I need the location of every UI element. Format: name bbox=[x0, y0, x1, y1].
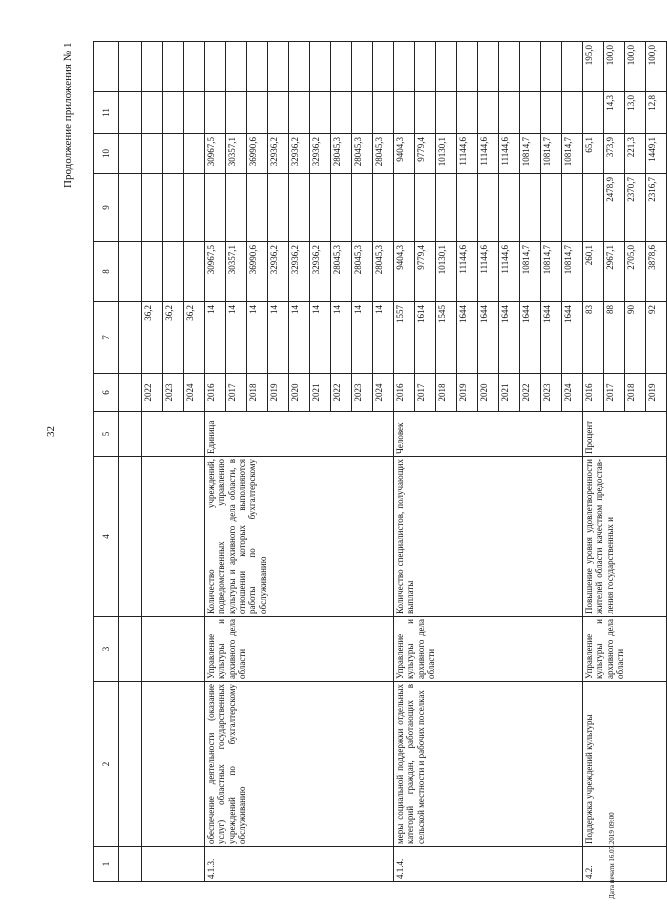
blank-cell bbox=[119, 412, 142, 457]
value-cell-v10 bbox=[478, 92, 499, 134]
value-cell-v8 bbox=[289, 174, 310, 242]
year-cell: 2017 bbox=[604, 374, 625, 412]
column-number-6: 6 bbox=[94, 374, 119, 412]
value-cell-v11 bbox=[415, 42, 436, 92]
value-cell-v11 bbox=[457, 42, 478, 92]
section-executor: Управление культуры и архивного дела области bbox=[583, 617, 667, 682]
print-date: Дата печати 16.07.2019 09:00 bbox=[608, 812, 616, 899]
value-cell-v10 bbox=[226, 92, 247, 134]
continued-indicator-cell bbox=[142, 457, 205, 617]
year-cell: 2024 bbox=[562, 374, 583, 412]
value-cell-v6: 1557 bbox=[394, 302, 415, 374]
value-cell-v8 bbox=[310, 174, 331, 242]
value-cell-v9: 1449,1 bbox=[646, 134, 667, 174]
value-cell-v6: 14 bbox=[247, 302, 268, 374]
value-cell-v8 bbox=[415, 174, 436, 242]
year-cell: 2020 bbox=[478, 374, 499, 412]
value-cell bbox=[163, 42, 184, 92]
year-cell: 2019 bbox=[646, 374, 667, 412]
value-cell-v7: 10130,1 bbox=[436, 242, 457, 302]
year-cell: 2017 bbox=[226, 374, 247, 412]
year-cell: 2022 bbox=[520, 374, 541, 412]
blank-cell bbox=[119, 42, 142, 92]
value-cell-v6: 14 bbox=[268, 302, 289, 374]
value-cell-v9: 28045,3 bbox=[373, 134, 394, 174]
year-cell: 2018 bbox=[625, 374, 646, 412]
value-cell-v6: 83 bbox=[583, 302, 604, 374]
value-cell-v10 bbox=[310, 92, 331, 134]
continued-unit-cell bbox=[142, 412, 205, 457]
value-cell-v10 bbox=[352, 92, 373, 134]
value-cell-v10 bbox=[289, 92, 310, 134]
value-cell-v11 bbox=[436, 42, 457, 92]
value-cell-v9: 11144,6 bbox=[457, 134, 478, 174]
value-cell-v10 bbox=[205, 92, 226, 134]
year-cell: 2017 bbox=[415, 374, 436, 412]
value-cell-v8 bbox=[583, 174, 604, 242]
value-cell-v8 bbox=[373, 174, 394, 242]
section-name: меры социальной поддержки отдельных категорий граждан, работающих в сельской местности и рабочих поселках bbox=[394, 682, 583, 847]
value-cell-v9: 32936,2 bbox=[289, 134, 310, 174]
value-cell-v7: 10814,7 bbox=[520, 242, 541, 302]
value-cell-v9: 28045,3 bbox=[331, 134, 352, 174]
value-cell-v11 bbox=[331, 42, 352, 92]
value-cell-v9: 221,3 bbox=[625, 134, 646, 174]
value-cell-v8 bbox=[352, 174, 373, 242]
value-cell-v9: 32936,2 bbox=[310, 134, 331, 174]
value-cell-v7: 260,1 bbox=[583, 242, 604, 302]
column-number-3: 3 bbox=[94, 617, 119, 682]
column-number-7: 7 bbox=[94, 302, 119, 374]
value-cell-v7: 9404,3 bbox=[394, 242, 415, 302]
value-cell-v8 bbox=[436, 174, 457, 242]
year-cell: 2023 bbox=[541, 374, 562, 412]
value-cell-v6: 14 bbox=[373, 302, 394, 374]
value-cell-v11: 100,0 bbox=[604, 42, 625, 92]
value-cell: 36,2 bbox=[184, 302, 205, 374]
value-cell-v7: 30967,5 bbox=[205, 242, 226, 302]
section-number: 4.1.3. bbox=[205, 847, 394, 882]
value-cell-v6: 14 bbox=[289, 302, 310, 374]
value-cell-v6: 1644 bbox=[520, 302, 541, 374]
value-cell-v10: 12,8 bbox=[646, 92, 667, 134]
value-cell-v8 bbox=[541, 174, 562, 242]
value-cell-v10 bbox=[499, 92, 520, 134]
year-cell: 2016 bbox=[394, 374, 415, 412]
value-cell: 36,2 bbox=[142, 302, 163, 374]
year-cell: 2016 bbox=[583, 374, 604, 412]
section-executor: Управление культуры и архивного дела области bbox=[205, 617, 394, 682]
section-name: обеспечение деятельности (оказание услуг) областных государственных учреждений по бухгалтерскому обслуживанию bbox=[205, 682, 394, 847]
table-row bbox=[205, 42, 226, 882]
value-cell-v7: 28045,3 bbox=[352, 242, 373, 302]
value-cell-v6: 90 bbox=[625, 302, 646, 374]
value-cell-v10 bbox=[541, 92, 562, 134]
value-cell-v6: 1545 bbox=[436, 302, 457, 374]
value-cell-v7: 3878,6 bbox=[646, 242, 667, 302]
value-cell-v9: 9404,3 bbox=[394, 134, 415, 174]
section-indicator: Количество специалистов, получающих выплаты bbox=[394, 457, 583, 617]
value-cell bbox=[184, 134, 205, 174]
value-cell-v11: 100,0 bbox=[646, 42, 667, 92]
continued-num-cell bbox=[142, 847, 205, 882]
column-number-11: 11 bbox=[94, 92, 119, 134]
section-unit: Процент bbox=[583, 412, 667, 457]
value-cell-v9: 10814,7 bbox=[520, 134, 541, 174]
year-cell: 2022 bbox=[142, 374, 163, 412]
table-row bbox=[394, 42, 415, 882]
value-cell-v10 bbox=[457, 92, 478, 134]
value-cell-v6: 1644 bbox=[499, 302, 520, 374]
value-cell-v10 bbox=[247, 92, 268, 134]
value-cell bbox=[184, 174, 205, 242]
blank-row bbox=[119, 42, 142, 882]
value-cell-v11: 195,0 bbox=[583, 42, 604, 92]
value-cell-v7: 10814,7 bbox=[541, 242, 562, 302]
section-indicator: Повышение уровня удовлетворенности жителей области качеством предостав-ления государственных и bbox=[583, 457, 667, 617]
value-cell bbox=[142, 134, 163, 174]
continued-name-cell bbox=[142, 682, 205, 847]
value-cell-v8 bbox=[394, 174, 415, 242]
year-cell: 2019 bbox=[457, 374, 478, 412]
page-number: 32 bbox=[45, 426, 57, 437]
year-cell: 2019 bbox=[268, 374, 289, 412]
table-row bbox=[142, 42, 163, 882]
value-cell-v7: 11144,6 bbox=[499, 242, 520, 302]
value-cell-v10 bbox=[373, 92, 394, 134]
value-cell-v8 bbox=[226, 174, 247, 242]
value-cell bbox=[184, 242, 205, 302]
value-cell-v7: 28045,3 bbox=[373, 242, 394, 302]
value-cell-v11 bbox=[373, 42, 394, 92]
section-number: 4.1.4. bbox=[394, 847, 583, 882]
section-unit: Человек bbox=[394, 412, 583, 457]
value-cell-v9: 10130,1 bbox=[436, 134, 457, 174]
year-cell: 2016 bbox=[205, 374, 226, 412]
table-row bbox=[583, 42, 604, 882]
value-cell-v11 bbox=[520, 42, 541, 92]
year-cell: 2024 bbox=[373, 374, 394, 412]
value-cell-v6: 14 bbox=[331, 302, 352, 374]
value-cell-v10 bbox=[436, 92, 457, 134]
value-cell-v10 bbox=[394, 92, 415, 134]
value-cell-v10 bbox=[268, 92, 289, 134]
value-cell-v7: 32936,2 bbox=[268, 242, 289, 302]
continued-executor-cell bbox=[142, 617, 205, 682]
header-row bbox=[94, 42, 119, 882]
value-cell-v7: 2705,0 bbox=[625, 242, 646, 302]
value-cell-v11: 100,0 bbox=[625, 42, 646, 92]
value-cell-v8 bbox=[268, 174, 289, 242]
value-cell-v11 bbox=[226, 42, 247, 92]
value-cell-v9: 11144,6 bbox=[499, 134, 520, 174]
value-cell-v9: 36990,6 bbox=[247, 134, 268, 174]
value-cell-v8: 2370,7 bbox=[625, 174, 646, 242]
value-cell-v9: 28045,3 bbox=[352, 134, 373, 174]
section-indicator: Количество учреждений, подведомственных управлению культуры и архивного дела области, в отношении которых выполняются работы по бухгалтерскому обслуживанию bbox=[205, 457, 394, 617]
value-cell-v10 bbox=[583, 92, 604, 134]
value-cell-v10 bbox=[520, 92, 541, 134]
value-cell-v7: 9779,4 bbox=[415, 242, 436, 302]
year-cell: 2018 bbox=[247, 374, 268, 412]
value-cell-v7: 10814,7 bbox=[562, 242, 583, 302]
value-cell-v7: 32936,2 bbox=[289, 242, 310, 302]
value-cell-v8 bbox=[331, 174, 352, 242]
value-cell-v11 bbox=[562, 42, 583, 92]
value-cell-v6: 14 bbox=[352, 302, 373, 374]
extra-column-cell bbox=[94, 42, 119, 92]
blank-cell bbox=[119, 134, 142, 174]
value-cell-v6: 1644 bbox=[478, 302, 499, 374]
value-cell-v7: 11144,6 bbox=[478, 242, 499, 302]
value-cell-v7: 32936,2 bbox=[310, 242, 331, 302]
value-cell bbox=[163, 174, 184, 242]
year-cell: 2023 bbox=[163, 374, 184, 412]
value-cell-v6: 92 bbox=[646, 302, 667, 374]
value-cell-v6: 88 bbox=[604, 302, 625, 374]
value-cell-v6: 14 bbox=[205, 302, 226, 374]
value-cell-v9: 65,1 bbox=[583, 134, 604, 174]
value-cell-v11 bbox=[310, 42, 331, 92]
value-cell-v9: 9779,4 bbox=[415, 134, 436, 174]
value-cell-v9: 10814,7 bbox=[562, 134, 583, 174]
column-number-10: 10 bbox=[94, 134, 119, 174]
value-cell bbox=[163, 134, 184, 174]
value-cell bbox=[184, 42, 205, 92]
section-executor: Управление культуры и архивного дела области bbox=[394, 617, 583, 682]
value-cell-v10 bbox=[562, 92, 583, 134]
value-cell-v7: 28045,3 bbox=[331, 242, 352, 302]
blank-cell bbox=[119, 302, 142, 374]
value-cell-v9: 30967,5 bbox=[205, 134, 226, 174]
value-cell-v7: 2967,1 bbox=[604, 242, 625, 302]
value-cell-v11 bbox=[541, 42, 562, 92]
year-cell: 2022 bbox=[331, 374, 352, 412]
column-number-4: 4 bbox=[94, 457, 119, 617]
rotated-table-container bbox=[93, 42, 657, 882]
value-cell-v9: 30357,1 bbox=[226, 134, 247, 174]
value-cell-v6: 1644 bbox=[541, 302, 562, 374]
value-cell-v10: 13,0 bbox=[625, 92, 646, 134]
value-cell-v11 bbox=[247, 42, 268, 92]
value-cell-v8: 2478,9 bbox=[604, 174, 625, 242]
value-cell-v9: 10814,7 bbox=[541, 134, 562, 174]
value-cell-v6: 1614 bbox=[415, 302, 436, 374]
value-cell-v11 bbox=[478, 42, 499, 92]
blank-cell bbox=[119, 92, 142, 134]
value-cell-v10 bbox=[415, 92, 436, 134]
value-cell-v8 bbox=[499, 174, 520, 242]
year-cell: 2024 bbox=[184, 374, 205, 412]
value-cell-v6: 14 bbox=[226, 302, 247, 374]
column-number-2: 2 bbox=[94, 682, 119, 847]
value-cell-v6: 14 bbox=[310, 302, 331, 374]
value-cell-v6: 1644 bbox=[457, 302, 478, 374]
year-cell: 2018 bbox=[436, 374, 457, 412]
value-cell-v8: 2316,7 bbox=[646, 174, 667, 242]
blank-cell bbox=[119, 242, 142, 302]
value-cell-v8 bbox=[562, 174, 583, 242]
year-cell: 2021 bbox=[499, 374, 520, 412]
value-cell bbox=[142, 42, 163, 92]
appendix-title: Продолжение приложения № 1 bbox=[62, 42, 74, 188]
value-cell-v11 bbox=[352, 42, 373, 92]
value-cell-v7: 36990,6 bbox=[247, 242, 268, 302]
value-cell-v9: 373,9 bbox=[604, 134, 625, 174]
value-cell: 36,2 bbox=[163, 302, 184, 374]
blank-cell bbox=[119, 847, 142, 882]
value-cell-v7: 30357,1 bbox=[226, 242, 247, 302]
value-cell-v11 bbox=[268, 42, 289, 92]
blank-cell bbox=[119, 617, 142, 682]
value-cell-v8 bbox=[247, 174, 268, 242]
blank-cell bbox=[119, 174, 142, 242]
value-cell bbox=[142, 242, 163, 302]
value-cell-v11 bbox=[499, 42, 520, 92]
value-cell bbox=[142, 92, 163, 134]
blank-cell bbox=[119, 457, 142, 617]
value-cell-v8 bbox=[457, 174, 478, 242]
column-number-5: 5 bbox=[94, 412, 119, 457]
value-cell-v7: 11144,6 bbox=[457, 242, 478, 302]
blank-cell bbox=[119, 682, 142, 847]
value-cell-v8 bbox=[478, 174, 499, 242]
value-cell-v11 bbox=[289, 42, 310, 92]
value-cell bbox=[163, 242, 184, 302]
year-cell: 2020 bbox=[289, 374, 310, 412]
section-unit: Единица bbox=[205, 412, 394, 457]
value-cell-v9: 11144,6 bbox=[478, 134, 499, 174]
column-number-1: 1 bbox=[94, 847, 119, 882]
section-number: 4.2. bbox=[583, 847, 667, 882]
blank-cell bbox=[119, 374, 142, 412]
value-cell-v10: 14,3 bbox=[604, 92, 625, 134]
value-cell-v11 bbox=[394, 42, 415, 92]
value-cell bbox=[142, 174, 163, 242]
column-number-8: 8 bbox=[94, 242, 119, 302]
value-cell-v8 bbox=[520, 174, 541, 242]
value-cell-v6: 1644 bbox=[562, 302, 583, 374]
section-name: Поддержка учреждений культуры bbox=[583, 682, 667, 847]
year-cell: 2021 bbox=[310, 374, 331, 412]
year-cell: 2023 bbox=[352, 374, 373, 412]
value-cell-v10 bbox=[331, 92, 352, 134]
column-number-9: 9 bbox=[94, 174, 119, 242]
value-cell bbox=[184, 92, 205, 134]
value-cell bbox=[163, 92, 184, 134]
value-cell-v11 bbox=[205, 42, 226, 92]
program-table bbox=[93, 41, 667, 882]
value-cell-v8 bbox=[205, 174, 226, 242]
value-cell-v9: 32936,2 bbox=[268, 134, 289, 174]
